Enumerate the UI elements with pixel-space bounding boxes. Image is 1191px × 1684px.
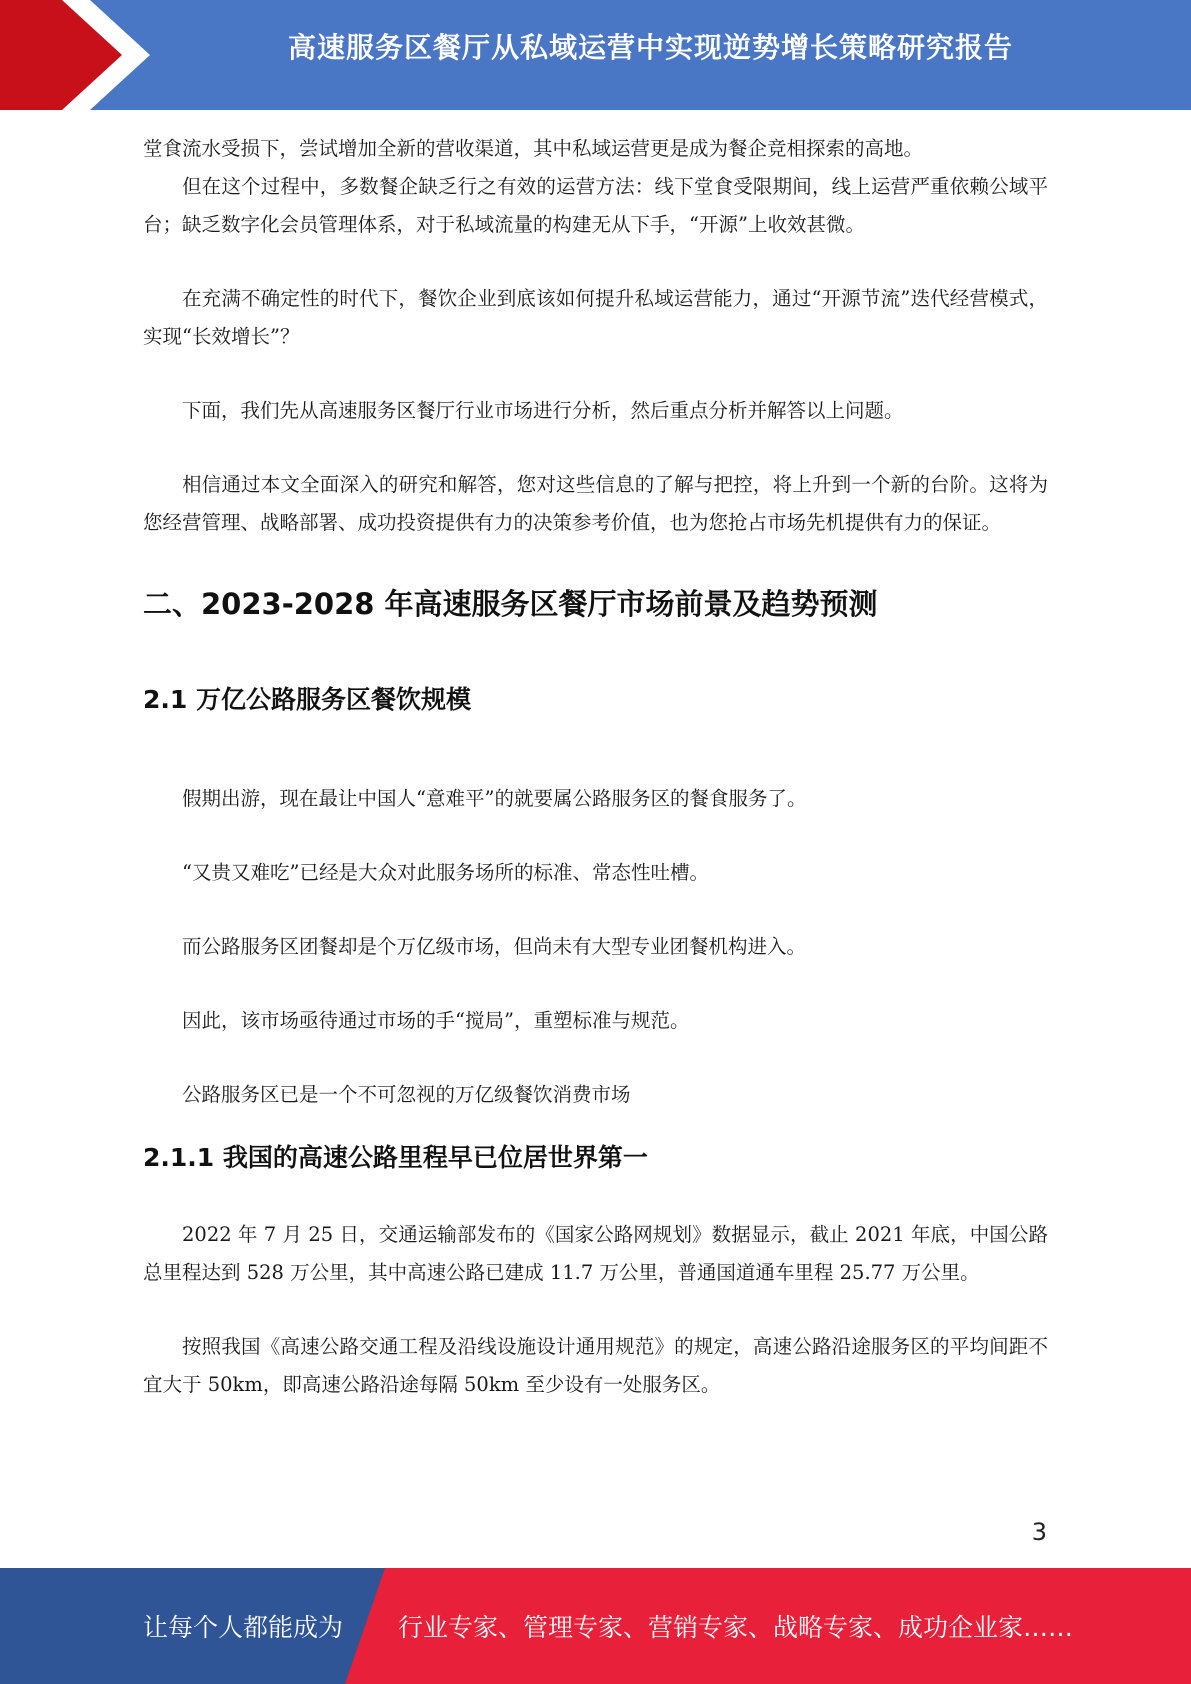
paragraph: 下面，我们先从高速服务区餐厅行业市场进行分析，然后重点分析并解答以上问题。 xyxy=(182,399,904,422)
subsection-heading: 2.1.1 我国的高速公路里程早已位居世界第一 xyxy=(143,1143,648,1172)
subsection-heading: 2.1 万亿公路服务区餐饮规模 xyxy=(143,685,471,714)
paragraph: 2022 年 7 月 25 日，交通运输部发布的《国家公路网规划》数据显示，截止 2021 年底，中国公路总里程达到 528 万公里，其中高速公路已建成 11.7 万公里，普通国道通车里程 25.77 万公里。 xyxy=(143,1223,1048,1284)
paragraph: 因此，该市场亟待通过市场的手“搅局”，重塑标准与规范。 xyxy=(182,1009,690,1032)
paragraph: 按照我国《高速公路交通工程及沿线设施设计通用规范》的规定，高速公路沿途服务区的平均间距不宜大于 50km，即高速公路沿途每隔 50km 至少设有一处服务区。 xyxy=(143,1335,1048,1396)
paragraph: 而公路服务区团餐却是个万亿级市场，但尚未有大型专业团餐机构进入。 xyxy=(182,935,807,958)
paragraph: 堂食流水受损下，尝试增加全新的营收渠道，其中私域运营更是成为餐企竞相探索的高地。 xyxy=(143,137,924,160)
paragraph: 假期出游，现在最让中国人“意难平”的就要属公路服务区的餐食服务了。 xyxy=(182,787,807,810)
page-footer xyxy=(0,1568,1191,1684)
page-header xyxy=(0,0,1191,110)
paragraph: 公路服务区已是一个不可忽视的万亿级餐饮消费市场 xyxy=(182,1083,631,1106)
report-title: 高速服务区餐厅从私域运营中实现逆势增长策略研究报告 xyxy=(287,31,1013,64)
page-body xyxy=(143,130,1048,1404)
footer-slogan-right: 行业专家、管理专家、营销专家、战略专家、成功企业家…… xyxy=(398,1613,1074,1642)
header-arrow-decoration xyxy=(0,0,160,110)
section-heading: 二、2023-2028 年高速服务区餐厅市场前景及趋势预测 xyxy=(143,587,878,621)
paragraph: “又贵又难吃”已经是大众对此服务场所的标准、常态性吐槽。 xyxy=(182,861,709,884)
paragraph: 相信通过本文全面深入的研究和解答，您对这些信息的了解与把控，将上升到一个新的台阶。这将为您经营管理、战略部署、成功投资提供有力的决策参考价值，也为您抢占市场先机提供有力的保证。 xyxy=(143,473,1048,534)
paragraph: 在充满不确定性的时代下，餐饮企业到底该如何提升私域运营能力，通过“开源节流”迭代经营模式，实现“长效增长”？ xyxy=(143,287,1048,348)
footer-slogan-left: 让每个人都能成为 xyxy=(143,1613,344,1642)
page-number: 3 xyxy=(1031,1518,1047,1546)
paragraph: 但在这个过程中，多数餐企缺乏行之有效的运营方法：线下堂食受限期间，线上运营严重依赖公域平台；缺乏数字化会员管理体系，对于私域流量的构建无从下手，“开源”上收效甚微。 xyxy=(143,175,1048,236)
